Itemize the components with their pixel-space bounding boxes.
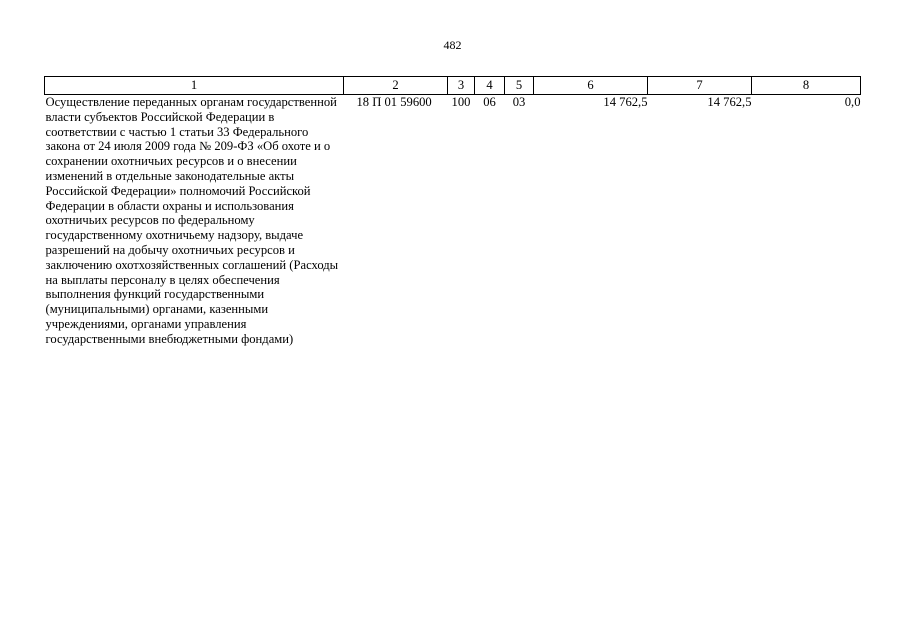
column-header-8: 8 [752, 77, 861, 95]
column-header-3: 3 [448, 77, 475, 95]
page-number: 482 [443, 38, 462, 52]
column-header-4: 4 [475, 77, 505, 95]
budget-table [44, 76, 861, 347]
budget-code: 18 П 01 59600 [356, 95, 432, 109]
section-code: 06 [483, 95, 496, 109]
expense-type-code: 100 [451, 95, 471, 109]
amount-col-7: 14 762,5 [707, 95, 752, 109]
column-header-1: 1 [45, 77, 344, 95]
column-header-6: 6 [534, 77, 648, 95]
column-header-5: 5 [505, 77, 534, 95]
header-row [45, 77, 861, 95]
subsection-code: 03 [512, 95, 526, 109]
column-header-2: 2 [344, 77, 448, 95]
amount-col-8: 0,0 [844, 95, 861, 109]
amount-col-6: 14 762,5 [603, 95, 648, 109]
row-description: Осуществление переданных органам государственной власти субъектов Российской Федерации в соответствии с частью 1 статьи 33 Федерального закона от 24 июля 2009 года № 209-ФЗ «Об охоте и о сохранении охотничьих ресурсов и о внесении изменений в отдельные законодательные акты Российской Федерации» полномочий Российской Федерации в области охраны и использования охотничьих ресурсов по федеральному государственному охотничьему надзору, выдаче разрешений на добычу охотничьих ресурсов и заключению охотхозяйственных соглашений (Расходы на выплаты персоналу в целях обеспечения выполнения функций государственными (муниципальными) органами, казенными учреждениями, органами управления государственными внебюджетными фондами) [45, 95, 339, 346]
column-header-7: 7 [648, 77, 752, 95]
table-row [45, 95, 861, 347]
